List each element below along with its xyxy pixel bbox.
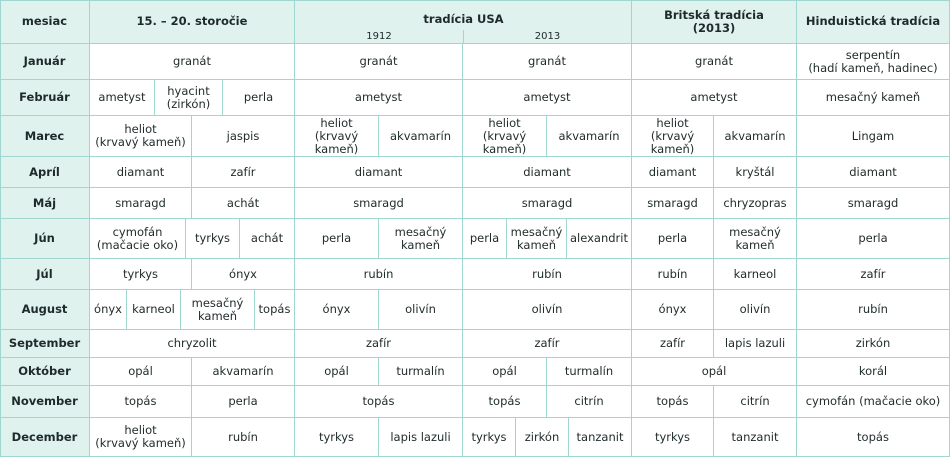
stone-cell: ónyx [90,290,127,330]
stone-cell: heliot (krvavý kameň) [632,116,714,157]
stone-cell: heliot (krvavý kameň) [295,116,379,157]
stone-cell: mesačný kameň [507,219,567,259]
stone-cell: heliot (krvavý kameň) [90,418,192,457]
stone-cell: tanzanit [714,418,797,457]
stone-cell: granát [463,44,632,80]
stone-cell: smaragd [632,188,714,219]
month-label: Október [0,358,90,386]
stone-cell: kryštál [714,157,797,188]
stone-cell: akvamarín [547,116,632,157]
stone-cell-hindu: cymofán (mačacie oko) [797,386,950,418]
stone-cell: ónyx [632,290,714,330]
stone-cell: zafír [192,157,295,188]
stone-cell: opál [90,358,192,386]
stone-cell: topás [255,290,295,330]
stone-cell: ametyst [90,80,155,116]
month-label: Máj [0,188,90,219]
stone-cell: lapis lazuli [714,330,797,358]
header-british: Britská tradícia (2013) [632,0,797,44]
stone-cell: ónyx [295,290,379,330]
stone-cell: topás [632,386,714,418]
stone-cell: perla [463,219,507,259]
stone-cell: zafír [632,330,714,358]
stone-cell: perla [295,219,379,259]
stone-cell: rubín [463,259,632,290]
stone-cell-hindu: rubín [797,290,950,330]
stone-cell: cymofán (mačacie oko) [90,219,186,259]
stone-cell: heliot (krvavý kameň) [90,116,192,157]
stone-cell-hindu: mesačný kameň [797,80,950,116]
stone-cell: topás [90,386,192,418]
stone-cell: rubín [192,418,295,457]
stone-cell-hindu: smaragd [797,188,950,219]
month-label: Jún [0,219,90,259]
header-usa-2013: 2013 [534,31,561,42]
month-label: November [0,386,90,418]
stone-cell: smaragd [463,188,632,219]
header-usa-title: tradícia USA [423,12,504,26]
month-label: Júl [0,259,90,290]
stone-cell: zirkón [516,418,569,457]
month-label: Február [0,80,90,116]
stone-cell: diamant [90,157,192,188]
stone-cell: opál [463,358,547,386]
month-label: Apríl [0,157,90,188]
stone-cell: topás [463,386,547,418]
stone-cell: granát [295,44,463,80]
month-label: Január [0,44,90,80]
stone-cell: hyacint (zirkón) [155,80,223,116]
stone-cell: perla [223,80,295,116]
stone-cell-hindu: topás [797,418,950,457]
stone-cell: perla [632,219,714,259]
stone-cell: turmalín [379,358,463,386]
stone-cell: smaragd [90,188,192,219]
stone-cell: tyrkys [186,219,240,259]
stone-cell: heliot (krvavý kameň) [463,116,547,157]
stone-cell: mesačný kameň [181,290,255,330]
stone-cell: mesačný kameň [379,219,463,259]
stone-cell: akvamarín [379,116,463,157]
stone-cell: zafír [295,330,463,358]
stone-cell: tyrkys [463,418,516,457]
stone-cell: olivín [463,290,632,330]
stone-cell: tanzanit [569,418,632,457]
stone-cell: alexandrit [567,219,632,259]
stone-cell: jaspis [192,116,295,157]
stone-cell: zafír [463,330,632,358]
header-usa-1912: 1912 [366,31,392,42]
stone-cell: ametyst [463,80,632,116]
stone-cell: granát [90,44,295,80]
stone-cell: tyrkys [295,418,379,457]
stone-cell: mesačný kameň [714,219,797,259]
stone-cell: akvamarín [714,116,797,157]
month-label: Marec [0,116,90,157]
stone-cell: lapis lazuli [379,418,463,457]
stone-cell: diamant [463,157,632,188]
header-century: 15. – 20. storočie [90,0,295,44]
stone-cell: akvamarín [192,358,295,386]
stone-cell-hindu: perla [797,219,950,259]
stone-cell: rubín [295,259,463,290]
stone-cell: chryzopras [714,188,797,219]
month-label: September [0,330,90,358]
stone-cell-hindu: diamant [797,157,950,188]
stone-cell: rubín [632,259,714,290]
stone-cell: tyrkys [632,418,714,457]
stone-cell: smaragd [295,188,463,219]
stone-cell: olivín [714,290,797,330]
stone-cell: opál [295,358,379,386]
header-month: mesiac [0,0,90,44]
header-usa-divider [463,30,464,44]
stone-cell-hindu: zirkón [797,330,950,358]
stone-cell: tyrkys [90,259,192,290]
stone-cell: citrín [547,386,632,418]
stone-cell-hindu: korál [797,358,950,386]
stone-cell: turmalín [547,358,632,386]
stone-cell: olivín [379,290,463,330]
stone-cell: ametyst [632,80,797,116]
stone-cell-hindu: Lingam [797,116,950,157]
stone-cell: perla [192,386,295,418]
stone-cell-hindu: serpentín (hadí kameň, hadinec) [797,44,950,80]
stone-cell: karneol [127,290,181,330]
stone-cell: granát [632,44,797,80]
stone-cell: achát [240,219,295,259]
stone-cell: ónyx [192,259,295,290]
stone-cell: chryzolit [90,330,295,358]
stone-cell-hindu: zafír [797,259,950,290]
header-hindu: Hinduistická tradícia [797,0,950,44]
stone-cell: diamant [295,157,463,188]
stone-cell: karneol [714,259,797,290]
stone-cell: citrín [714,386,797,418]
stone-cell: achát [192,188,295,219]
stone-cell: opál [632,358,797,386]
stone-cell: topás [295,386,463,418]
stone-cell: diamant [632,157,714,188]
month-label: August [0,290,90,330]
month-label: December [0,418,90,457]
stone-cell: ametyst [295,80,463,116]
